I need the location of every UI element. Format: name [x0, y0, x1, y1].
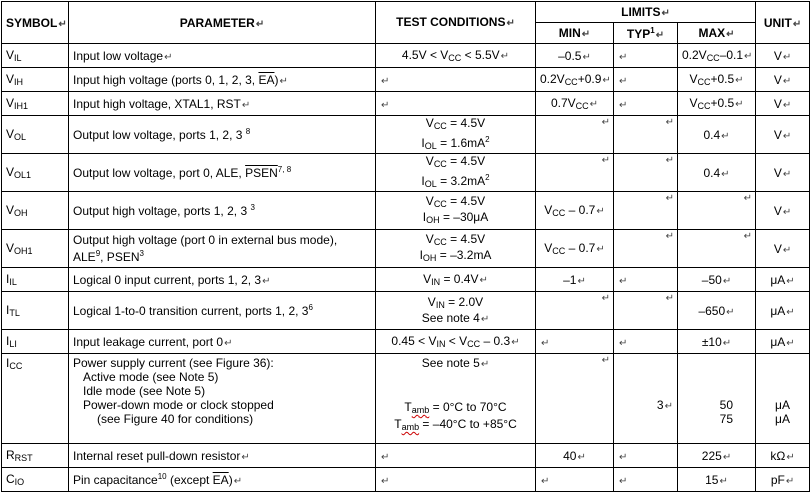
parameter-cell: Input high voltage (ports 0, 1, 2, 3, $\overline{EA})↵$: [69, 68, 376, 92]
typ-cell: ↵: [614, 154, 678, 192]
min-cell: $0.7V_{CC}↵$: [536, 92, 614, 116]
parameter-cell: Power supply current (see Figure 36): Active mode (see Note 5) Idle mode (see Note 5) Power-down mode or clock stopped (see Figure 40 for conditions): [69, 354, 376, 444]
table-row: [2, 292, 810, 330]
condition-cell: See note 5↵ $T_{amb} = 0^\circ C$ to 70°C $T_{amb} = -40^\circ C$ to +85°C: [376, 354, 536, 444]
unit-cell: kΩ↵: [756, 444, 810, 468]
header-min: MIN↵: [536, 23, 614, 44]
parameter-cell: Pin capacitance$^{10}$ (except $\overline{EA})↵$: [69, 468, 376, 492]
symbol-cell: $V_{OH1}$: [2, 230, 69, 268]
header-limits: LIMITS↵: [536, 2, 756, 23]
min-cell: ↵: [536, 116, 614, 154]
max-cell: 225↵: [678, 444, 756, 468]
max-cell: 0.4↵: [678, 116, 756, 154]
unit-cell: μA↵: [756, 292, 810, 330]
min-cell: 40↵: [536, 444, 614, 468]
min-cell: ↵: [536, 154, 614, 192]
typ-cell: ↵: [614, 116, 678, 154]
unit-cell: V↵: [756, 44, 810, 68]
min-cell: ↵: [536, 330, 614, 354]
condition-cell: $V_{CC} = 4.5V$ $I_{OL} = 3.2mA^2$: [376, 154, 536, 192]
parameter-cell: Input leakage current, port 0↵: [69, 330, 376, 354]
parameter-cell: Output low voltage, ports 1, 2, 3 $^8$: [69, 116, 376, 154]
min-cell: ↵: [536, 354, 614, 444]
header-symbol: SYMBOL↵: [2, 2, 69, 44]
unit-cell: V↵: [756, 154, 810, 192]
parameter-cell: Output high voltage (port 0 in external bus mode), ALE$^9$, PSEN$^3$: [69, 230, 376, 268]
max-cell: 50 75: [678, 354, 756, 444]
unit-cell: μA μA: [756, 354, 810, 444]
typ-cell: ↵: [614, 292, 678, 330]
symbol-cell: $R_{RST}$: [2, 444, 69, 468]
condition-cell: $V_{IN} = 2.0V$ See note 4↵: [376, 292, 536, 330]
parameter-cell: Internal reset pull-down resistor↵: [69, 444, 376, 468]
min-cell: $0.2V_{CC}+0.9↵$: [536, 68, 614, 92]
min-cell: –0.5↵: [536, 44, 614, 68]
condition-cell: $V_{CC} = 4.5V$ $I_{OH} = -3.2mA$: [376, 230, 536, 268]
table-row: [2, 116, 810, 154]
table-row: [2, 68, 810, 92]
parameter-cell: Input low voltage↵: [69, 44, 376, 68]
symbol-cell: $V_{OL1}$: [2, 154, 69, 192]
table-row: [2, 192, 810, 230]
max-cell: $V_{CC}+0.5↵$: [678, 92, 756, 116]
min-cell: –1↵: [536, 268, 614, 292]
typ-cell: ↵: [614, 444, 678, 468]
unit-cell: μA↵: [756, 268, 810, 292]
min-cell: $V_{CC}$ – 0.7↵: [536, 230, 614, 268]
unit-cell: V↵: [756, 92, 810, 116]
condition-cell: ↵: [376, 68, 536, 92]
table-row: [2, 154, 810, 192]
max-cell: $0.2V_{CC}-0.1↵$: [678, 44, 756, 68]
table-row: [2, 330, 810, 354]
unit-cell: V↵: [756, 68, 810, 92]
symbol-cell: $I_{CC}$: [2, 354, 69, 444]
table-row: [2, 468, 810, 492]
table-row: [2, 44, 810, 68]
table-row: [2, 354, 810, 444]
symbol-cell: $I_{IL}$: [2, 268, 69, 292]
condition-cell: $4.5V < V_{CC}$ < 5.5V↵: [376, 44, 536, 68]
typ-cell: ↵: [614, 192, 678, 230]
condition-cell: $0.45 < V_{IN} < V_{CC}$ – 0.3↵: [376, 330, 536, 354]
unit-cell: V↵: [756, 192, 810, 230]
table-row: [2, 268, 810, 292]
header-unit: UNIT↵: [756, 2, 810, 44]
max-cell: 0.4↵: [678, 154, 756, 192]
parameter-cell: Logical 0 input current, ports 1, 2, 3↵: [69, 268, 376, 292]
unit-cell: μA↵: [756, 330, 810, 354]
typ-cell: ↵: [614, 68, 678, 92]
header-parameter: PARAMETER↵: [69, 2, 376, 44]
header-max: MAX↵: [678, 23, 756, 44]
symbol-cell: $C_{IO}$: [2, 468, 69, 492]
parameter-cell: Output low voltage, port 0, ALE, PSEN$^{7, 8}$: [69, 154, 376, 192]
symbol-cell: $I_{TL}$: [2, 292, 69, 330]
symbol-cell: $V_{IH}$: [2, 68, 69, 92]
header-typ: TYP$^1$↵: [614, 23, 678, 44]
condition-cell: $V_{CC} = 4.5V$ $I_{OL} = 1.6mA^2$: [376, 116, 536, 154]
typ-cell: ↵: [614, 230, 678, 268]
max-cell: 15↵: [678, 468, 756, 492]
max-cell: ±10↵: [678, 330, 756, 354]
header-test-conditions: TEST CONDITIONS↵: [376, 2, 536, 44]
max-cell: ↵: [678, 230, 756, 268]
parameter-cell: Logical 1-to-0 transition current, ports 1, 2, $3^6$: [69, 292, 376, 330]
max-cell: –50↵: [678, 268, 756, 292]
condition-cell: $V_{IN}$ = 0.4V↵: [376, 268, 536, 292]
typ-cell: ↵: [614, 268, 678, 292]
condition-cell: ↵: [376, 92, 536, 116]
table-row: [2, 230, 810, 268]
max-cell: $V_{CC}+0.5↵$: [678, 68, 756, 92]
unit-cell: V↵: [756, 230, 810, 268]
typ-cell: ↵: [614, 92, 678, 116]
parameter-cell: Output high voltage, ports 1, 2, 3 $^3$: [69, 192, 376, 230]
symbol-cell: $V_{IH1}$: [2, 92, 69, 116]
parameter-cell: Input high voltage, XTAL1, RST↵: [69, 92, 376, 116]
table-row: [2, 92, 810, 116]
min-cell: ↵: [536, 292, 614, 330]
typ-cell: ↵: [614, 330, 678, 354]
symbol-cell: $V_{OH}$: [2, 192, 69, 230]
min-cell: $V_{CC}$ – 0.7↵: [536, 192, 614, 230]
typ-cell: ↵: [614, 44, 678, 68]
symbol-cell: $V_{IL}$: [2, 44, 69, 68]
symbol-cell: $I_{LI}$: [2, 330, 69, 354]
condition-cell: ↵: [376, 444, 536, 468]
typ-cell: 3↵: [614, 354, 678, 444]
dc-characteristics-table: [1, 1, 810, 492]
min-cell: ↵: [536, 468, 614, 492]
max-cell: ↵: [678, 192, 756, 230]
typ-cell: ↵: [614, 468, 678, 492]
unit-cell: V↵: [756, 116, 810, 154]
symbol-cell: $V_{OL}$: [2, 116, 69, 154]
condition-cell: ↵: [376, 468, 536, 492]
unit-cell: pF↵: [756, 468, 810, 492]
condition-cell: $V_{CC} = 4.5V$ $I_{OH} = -30\mu A$: [376, 192, 536, 230]
table-row: [2, 444, 810, 468]
max-cell: –650↵: [678, 292, 756, 330]
